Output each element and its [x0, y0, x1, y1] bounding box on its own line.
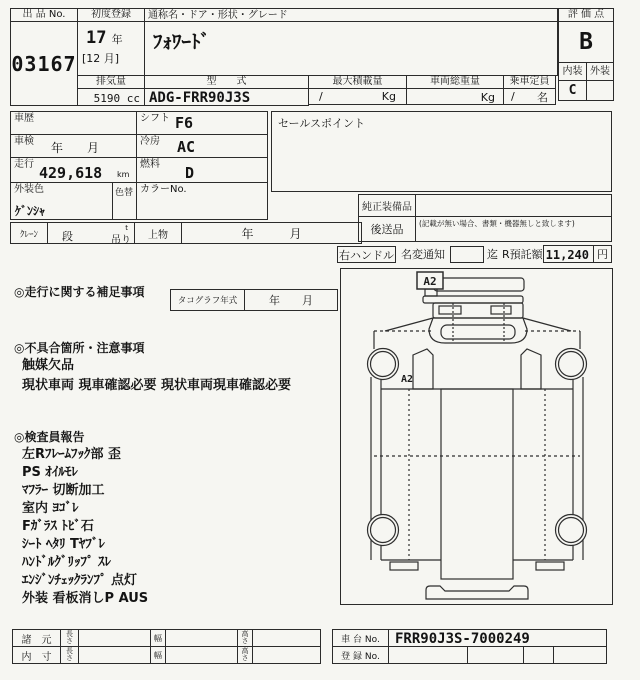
inspection-value: 年 月 — [51, 141, 100, 155]
aircon-cell — [136, 134, 268, 158]
registration-cell-2 — [467, 646, 524, 664]
displacement-value: 5190 cc — [77, 88, 145, 106]
inspector-line: 左Rﾌﾚｰﾑﾌｯｸ部 歪 — [22, 447, 122, 462]
gross-weight-value: Kg — [406, 88, 504, 105]
fuel-label: 燃料 — [140, 159, 160, 170]
inspector-line: 室内 ﾖｺﾞﾚ — [22, 501, 79, 516]
step-right — [521, 349, 541, 389]
uwamono-label-cell: 上物 — [134, 222, 182, 244]
capacity-header: 乗車定員 — [503, 75, 556, 89]
vehicle-diagram-box — [340, 268, 613, 605]
inner-length-label — [60, 646, 79, 664]
model-code-header: 型 式 — [144, 75, 309, 89]
exterior-color-value: ｹﾞﾝｼｬ — [15, 204, 46, 218]
mirror-arm-right — [523, 318, 571, 331]
first-registration-cell — [77, 21, 145, 76]
spec-height-label — [237, 629, 253, 647]
crane-label-cell: ｸﾚｰﾝ — [10, 222, 48, 244]
chassis-no-value: FRR90J3S-7000249 — [388, 629, 607, 647]
vehicle-diagram — [341, 269, 612, 604]
color-no-cell: カラーNo. — [136, 182, 268, 220]
inner-length-value — [78, 646, 151, 664]
name-change-label: 名変通知 — [401, 248, 445, 261]
front-wheel-left — [368, 349, 399, 380]
inspector-title: ◎検査員報告 — [14, 430, 85, 444]
first-reg-month: [12 月] — [82, 52, 120, 65]
fuel-value: D — [185, 164, 195, 182]
made-label: 迄 — [487, 248, 498, 261]
inner-row-label: 内 寸 — [12, 646, 61, 664]
crane-tsuri-label: 吊り — [111, 235, 131, 246]
length-label-text: 長さ — [66, 646, 73, 662]
height-label-text: 高さ — [241, 646, 249, 662]
sales-point-label: セールスポイント — [278, 117, 366, 130]
auction-no-header: 出 品 No. — [10, 8, 78, 22]
handle-badge: 右ハンドル — [337, 246, 396, 263]
deposit-value: 11,240 — [543, 245, 594, 263]
inspector-line: ﾏﾌﾗｰ 切断加工 — [22, 483, 105, 498]
interior-score: C — [558, 80, 587, 101]
yen-label: 円 — [593, 245, 612, 263]
spec-width-label: 幅 — [150, 629, 166, 647]
shift-label: シフト — [140, 113, 170, 124]
score-value: B — [558, 21, 614, 63]
name-change-value-box — [450, 246, 484, 263]
registration-cell-3 — [523, 646, 554, 664]
first-reg-year-suffix: 年 — [111, 33, 123, 46]
max-load-value — [308, 88, 407, 105]
score-header: 評 価 点 — [558, 8, 614, 22]
inspector-line: Fｶﾞﾗｽ ﾄﾋﾞ石 — [22, 519, 94, 534]
kousou-note: (記載が無い場合、書類・機器無しと致します) — [415, 216, 612, 242]
spec-height-value — [252, 629, 321, 647]
inspector-line: ﾊﾝﾄﾞﾙｸﾞﾘｯﾌﾟ ｽﾚ — [22, 555, 112, 570]
windshield — [433, 303, 523, 318]
shift-cell — [136, 111, 268, 135]
damage-marker-wheel: A2 — [401, 374, 414, 385]
length-label-text: 長さ — [66, 629, 73, 645]
registration-no-label: 登 録 No. — [332, 646, 389, 664]
exterior-score — [586, 80, 614, 101]
max-load-header: 最大積載量 — [308, 75, 407, 89]
front-bumper — [434, 278, 524, 291]
defect-line: 触媒欠品 — [22, 358, 75, 373]
inspector-report — [22, 446, 148, 608]
capacity-unit: 名 — [537, 90, 548, 104]
front-panel-bar — [423, 296, 523, 303]
aircon-label: 冷房 — [140, 136, 160, 147]
model-code-value: ADG-FRR90J3S — [144, 88, 309, 106]
inspection-label: 車検 — [14, 136, 34, 147]
registration-cell-1 — [388, 646, 468, 664]
kousou-label: 後送品 — [358, 216, 416, 242]
exterior-color-label: 外装色 — [14, 184, 44, 195]
wiper-right — [491, 306, 511, 314]
mileage-unit: km — [117, 170, 130, 179]
front-wheel-right — [556, 349, 587, 380]
mileage-cell — [10, 157, 137, 183]
inspector-line: ｴﾝｼﾞﾝﾁｪｯｸﾗﾝﾌﾟ 点灯 — [22, 573, 138, 588]
step-left — [413, 349, 433, 389]
rear-wheel-right — [556, 515, 587, 546]
capacity-slash: / — [511, 90, 515, 103]
sales-point-box — [271, 111, 612, 192]
deposit-label-group — [487, 246, 545, 263]
auction-no-value: 03167 — [10, 21, 78, 106]
inspector-line: PS ｵｲﾙﾓﾚ — [22, 465, 78, 480]
crane-t-label: t — [125, 224, 128, 232]
max-load-slash: / — [319, 90, 323, 103]
recolor-label: 色替 — [115, 188, 134, 198]
mileage-label: 走行 — [14, 159, 34, 170]
rear-step-left — [390, 562, 418, 570]
crane-spec-cell — [47, 222, 135, 244]
fuel-cell — [136, 157, 268, 183]
spec-length-value — [78, 629, 151, 647]
rear-bumper — [426, 586, 528, 599]
rear-step-right — [536, 562, 564, 570]
inner-width-label: 幅 — [150, 646, 166, 664]
first-registration-header: 初度登録 — [77, 8, 145, 22]
tacho-value: 年 月 — [244, 289, 338, 311]
uwamono-value-cell: 年 月 — [181, 222, 362, 244]
inner-width-value — [165, 646, 238, 664]
inner-height-value — [252, 646, 321, 664]
spec-length-label — [60, 629, 79, 647]
inspection-cell — [10, 134, 137, 158]
defect-title: ◎不具合箇所・注意事項 — [14, 341, 145, 355]
inner-height-label — [237, 646, 253, 664]
spec-row-label: 諸 元 — [12, 629, 61, 647]
crane-dan-label: 段 — [62, 230, 73, 243]
genuine-equipment-label: 純正装備品 — [358, 194, 416, 217]
inspector-line: 外装 看板消しP AUS — [22, 591, 149, 606]
registration-cell-4 — [553, 646, 607, 664]
mileage-note-title: ◎走行に関する補足事項 — [14, 285, 145, 299]
gross-weight-header: 車両総重量 — [406, 75, 504, 89]
genuine-equipment-value — [415, 194, 612, 217]
height-label-text: 高さ — [241, 629, 249, 645]
deposit-label: R預託額 — [502, 248, 543, 261]
defect-line: 現状車両 現車確認必要 現状車両現車確認必要 — [22, 378, 292, 393]
recolor-cell — [112, 182, 137, 220]
mirror-arm-left — [385, 318, 433, 331]
bed-center-box — [441, 389, 513, 579]
capacity-value — [503, 88, 556, 105]
inspector-line: ｼｰﾄ ﾍﾀﾘ Tﾔﾌﾞﾚ — [22, 537, 105, 552]
rear-wheel-left — [368, 515, 399, 546]
chassis-no-label: 車 台 No. — [332, 629, 389, 647]
max-load-unit: Kg — [381, 90, 396, 103]
exterior-header: 外装 — [586, 62, 614, 81]
aircon-value: AC — [177, 138, 196, 156]
first-reg-year: 17 — [86, 28, 107, 48]
tacho-label: タコグラフ年式 — [170, 289, 245, 311]
displacement-header: 排気量 — [77, 75, 145, 89]
exterior-color-cell — [10, 182, 113, 220]
model-name-value: ﾌｫﾜｰﾄﾞ — [144, 21, 558, 76]
spec-width-value — [165, 629, 238, 647]
interior-header: 内装 — [558, 62, 587, 81]
mileage-value: 429,618 — [39, 164, 103, 182]
model-name-header: 通称名・ドア・形状・グレード — [144, 8, 558, 22]
damage-marker-front: A2 — [423, 275, 437, 288]
wiper-left — [439, 306, 461, 314]
shift-value: F6 — [175, 114, 194, 132]
history-cell: 車歴 — [10, 111, 137, 135]
